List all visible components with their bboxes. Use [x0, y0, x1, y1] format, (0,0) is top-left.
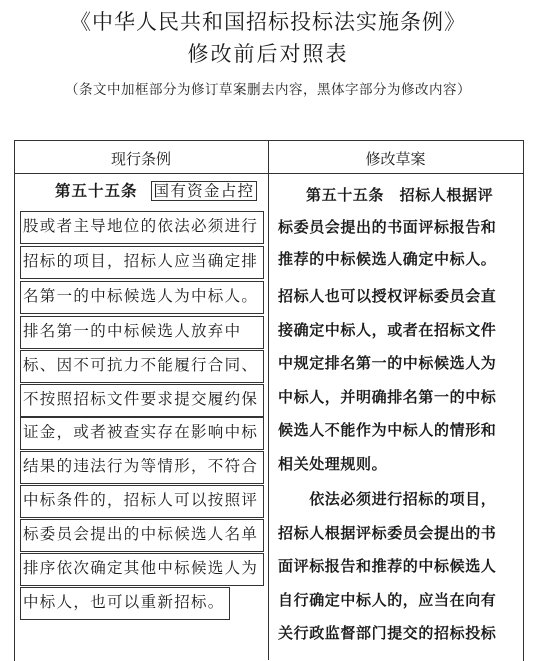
header-draft-amendment: 修改草案 [365, 150, 426, 168]
left-line-5: 标、因不可抗力不能履行合同、 [21, 351, 263, 382]
left-line-7: 证金，或者被查实存在影响中标 [21, 418, 263, 449]
left-line-8: 结果的违法行为等情形，不符合 [21, 452, 263, 483]
right-line-11: 面评标报告和推荐的中标候选人 [278, 557, 497, 575]
left-article-number: 第五十五条 [55, 182, 138, 200]
right-line-9: 依法必须进行招标的项目， [278, 490, 497, 508]
legend-note: （条文中加框部分为修订草案删去内容，黑体字部分为修改内容） [65, 82, 471, 98]
left-line-4: 排名第一的中标候选人放弃中 [21, 317, 263, 348]
left-line-9: 中标条件的，招标人可以按照评 [21, 486, 263, 517]
left-line-11: 排序依次确定其他中标候选人为 [21, 554, 263, 585]
left-boxed-text: 国有资金占控 [153, 182, 255, 200]
header-current-regulation: 现行条例 [110, 150, 171, 168]
left-line-2: 招标的项目，招标人应当确定排 [21, 247, 263, 278]
right-line-5: 中规定排名第一的中标候选人为 [278, 354, 497, 372]
header-divider [14, 173, 523, 174]
right-line-6: 中标人，并明确排名第一的中标 [278, 388, 497, 406]
right-line-4: 接确定中标人，或者在招标文件 [278, 321, 497, 339]
right-line-2: 推荐的中标候选人确定中标人。 [278, 250, 497, 268]
document-subtitle: 修改前后对照表 [187, 42, 349, 66]
right-line-8: 相关处理规则。 [278, 455, 388, 473]
document-title: 《中华人民共和国招标投标法实施条例》 [70, 10, 466, 34]
right-line-12: 自行确定中标人的，应当在向有 [278, 591, 497, 609]
right-line-0: 第五十五条 招标人根据评 [306, 186, 494, 204]
right-line-13: 关行政监督部门提交的招标投标 [278, 624, 497, 642]
left-line-10: 标委员会提出的中标候选人名单 [21, 520, 263, 551]
column-divider [268, 140, 269, 660]
right-line-10: 招标人根据评标委员会提出的书 [278, 524, 497, 542]
left-line-0 [21, 177, 263, 208]
left-line-12: 中标人，也可以重新招标。 [21, 588, 229, 619]
left-line-6: 不按照招标文件要求提交履约保 [21, 385, 263, 416]
right-line-7: 候选人不能作为中标人的情形和 [278, 421, 497, 439]
right-line-3: 招标人也可以授权评标委员会直 [278, 287, 497, 305]
left-line-3: 名第一的中标候选人为中标人。 [21, 282, 263, 313]
right-line-1: 标委员会提出的书面评标报告和 [278, 218, 497, 236]
left-line-1: 股或者主导地位的依法必须进行 [21, 212, 263, 243]
